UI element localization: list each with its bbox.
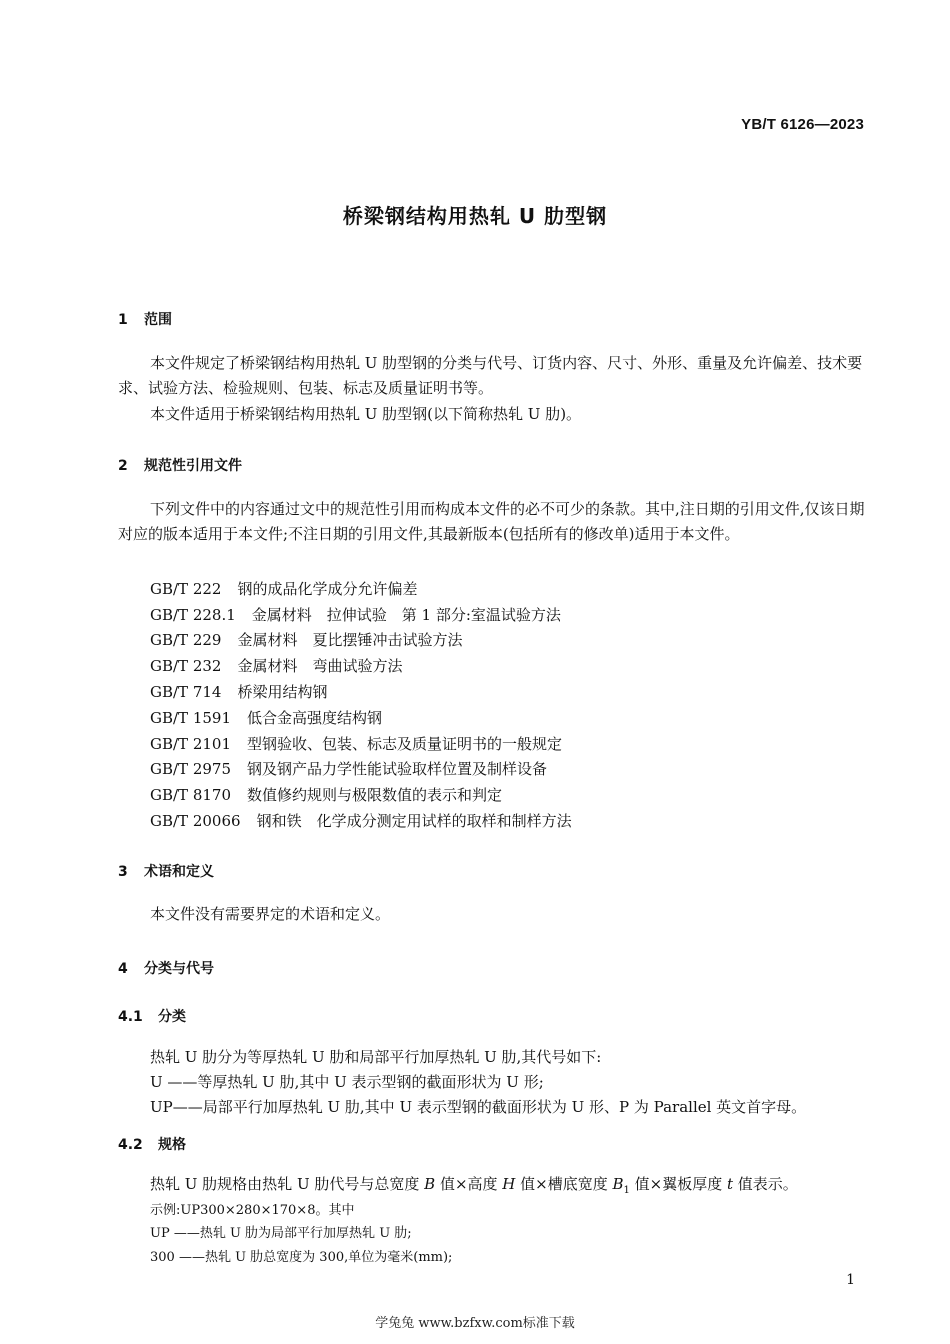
section-1-heading <box>118 309 172 329</box>
variable-h: H <box>502 1175 516 1193</box>
reference-item <box>150 810 572 831</box>
reference-item <box>150 578 417 599</box>
code-definition-up: UP——局部平行加厚热轧 U 肋,其中 U 表示型钢的截面形状为 U 形、P 为 Parallel 英文首字母。 <box>150 1098 807 1116</box>
reference-title: 金属材料 拉伸试验 第 1 部分:室温试验方法 <box>251 606 561 624</box>
page-number: 1 <box>846 1272 855 1288</box>
section-number: 1 <box>118 312 128 328</box>
code-definition-u: U ——等厚热轧 U 肋,其中 U 表示型钢的截面形状为 U 形; <box>150 1073 544 1091</box>
variable-b1-subscript: 1 <box>623 1185 630 1196</box>
section-number: 4.1 <box>118 1009 143 1025</box>
reference-item <box>150 784 502 805</box>
reference-code: GB/T 20066 <box>150 812 241 830</box>
paragraph: 本文件没有需要界定的术语和定义。 <box>150 905 391 923</box>
section-3-heading <box>118 861 214 881</box>
reference-item <box>150 604 561 625</box>
paragraph: 本文件规定了桥梁钢结构用热轧 U 肋型钢的分类与代号、订货内容、尺寸、外形、重量及允许偏差、技术要求、试验方法、检验规则、包装、标志及质量证明书等。 <box>118 354 863 397</box>
example-label: 示例:UP300×280×170×8。其中 <box>150 1203 355 1218</box>
reference-code: GB/T 1591 <box>150 709 232 727</box>
reference-title: 钢的成品化学成分允许偏差 <box>237 580 418 598</box>
variable-b: B <box>424 1175 436 1193</box>
reference-item <box>150 758 547 779</box>
reference-code: GB/T 2975 <box>150 760 232 778</box>
reference-code: GB/T 8170 <box>150 786 232 804</box>
reference-item <box>150 681 327 702</box>
reference-title: 型钢验收、包装、标志及质量证明书的一般规定 <box>247 735 563 753</box>
reference-title: 钢及钢产品力学性能试验取样位置及制样设备 <box>247 760 548 778</box>
text-run: 值×槽底宽度 <box>515 1175 613 1193</box>
variable-b1: B <box>612 1175 624 1193</box>
reference-code: GB/T 228.1 <box>150 606 236 624</box>
variable-t: t <box>727 1175 734 1193</box>
example-line: 300 ——热轧 U 肋总宽度为 300,单位为毫米(mm); <box>150 1250 453 1265</box>
section-title: 规范性引用文件 <box>144 458 242 474</box>
text-run: 热轧 U 肋规格由热轧 U 肋代号与总宽度 <box>150 1175 425 1193</box>
reference-title: 数值修约规则与极限数值的表示和判定 <box>247 786 503 804</box>
spec-paragraph <box>150 1173 798 1196</box>
reference-code: GB/T 222 <box>150 580 222 598</box>
section-4-1-heading <box>118 1006 186 1026</box>
reference-code: GB/T 229 <box>150 631 222 649</box>
section-title: 分类 <box>158 1009 186 1025</box>
reference-title: 钢和铁 化学成分测定用试样的取样和制样方法 <box>256 812 572 830</box>
reference-title: 金属材料 夏比摆锤冲击试验方法 <box>237 631 463 649</box>
paragraph: 下列文件中的内容通过文中的规范性引用而构成本文件的必不可少的条款。其中,注日期的引用文件,仅该日期对应的版本适用于本文件;不注日期的引用文件,其最新版本(包括所有的修改单)适用于本文件。 <box>118 500 865 543</box>
reference-item <box>150 733 562 754</box>
paragraph: 本文件适用于桥梁钢结构用热轧 U 肋型钢(以下简称热轧 U 肋)。 <box>150 405 582 423</box>
paragraph: 热轧 U 肋分为等厚热轧 U 肋和局部平行加厚热轧 U 肋,其代号如下: <box>150 1048 602 1066</box>
reference-title: 桥梁用结构钢 <box>237 683 328 701</box>
reference-item <box>150 655 402 676</box>
standard-code: YB/T 6126—2023 <box>741 116 864 133</box>
section-number: 2 <box>118 458 128 474</box>
section-number: 3 <box>118 864 128 880</box>
section-title: 范围 <box>144 312 172 328</box>
example-line: UP ——热轧 U 肋为局部平行加厚热轧 U 肋; <box>150 1226 412 1241</box>
reference-title: 低合金高强度结构钢 <box>247 709 383 727</box>
section-number: 4 <box>118 961 128 977</box>
reference-title: 金属材料 弯曲试验方法 <box>237 657 403 675</box>
section-4-2-heading <box>118 1134 186 1154</box>
footer-watermark: 学兔兔 www.bzfxw.com标准下载 <box>375 1316 575 1331</box>
text-run: 值×高度 <box>435 1175 503 1193</box>
reference-item <box>150 629 462 650</box>
reference-code: GB/T 232 <box>150 657 222 675</box>
section-2-heading <box>118 455 242 475</box>
reference-code: GB/T 714 <box>150 683 222 701</box>
section-title: 术语和定义 <box>144 864 214 880</box>
document-title: 桥梁钢结构用热轧 U 肋型钢 <box>342 204 608 228</box>
section-number: 4.2 <box>118 1137 143 1153</box>
text-run: 值×翼板厚度 <box>629 1175 727 1193</box>
section-title: 规格 <box>158 1137 186 1153</box>
reference-item <box>150 707 382 728</box>
section-title: 分类与代号 <box>144 961 214 977</box>
section-4-heading <box>118 958 214 978</box>
text-run: 值表示。 <box>733 1175 798 1193</box>
reference-code: GB/T 2101 <box>150 735 232 753</box>
